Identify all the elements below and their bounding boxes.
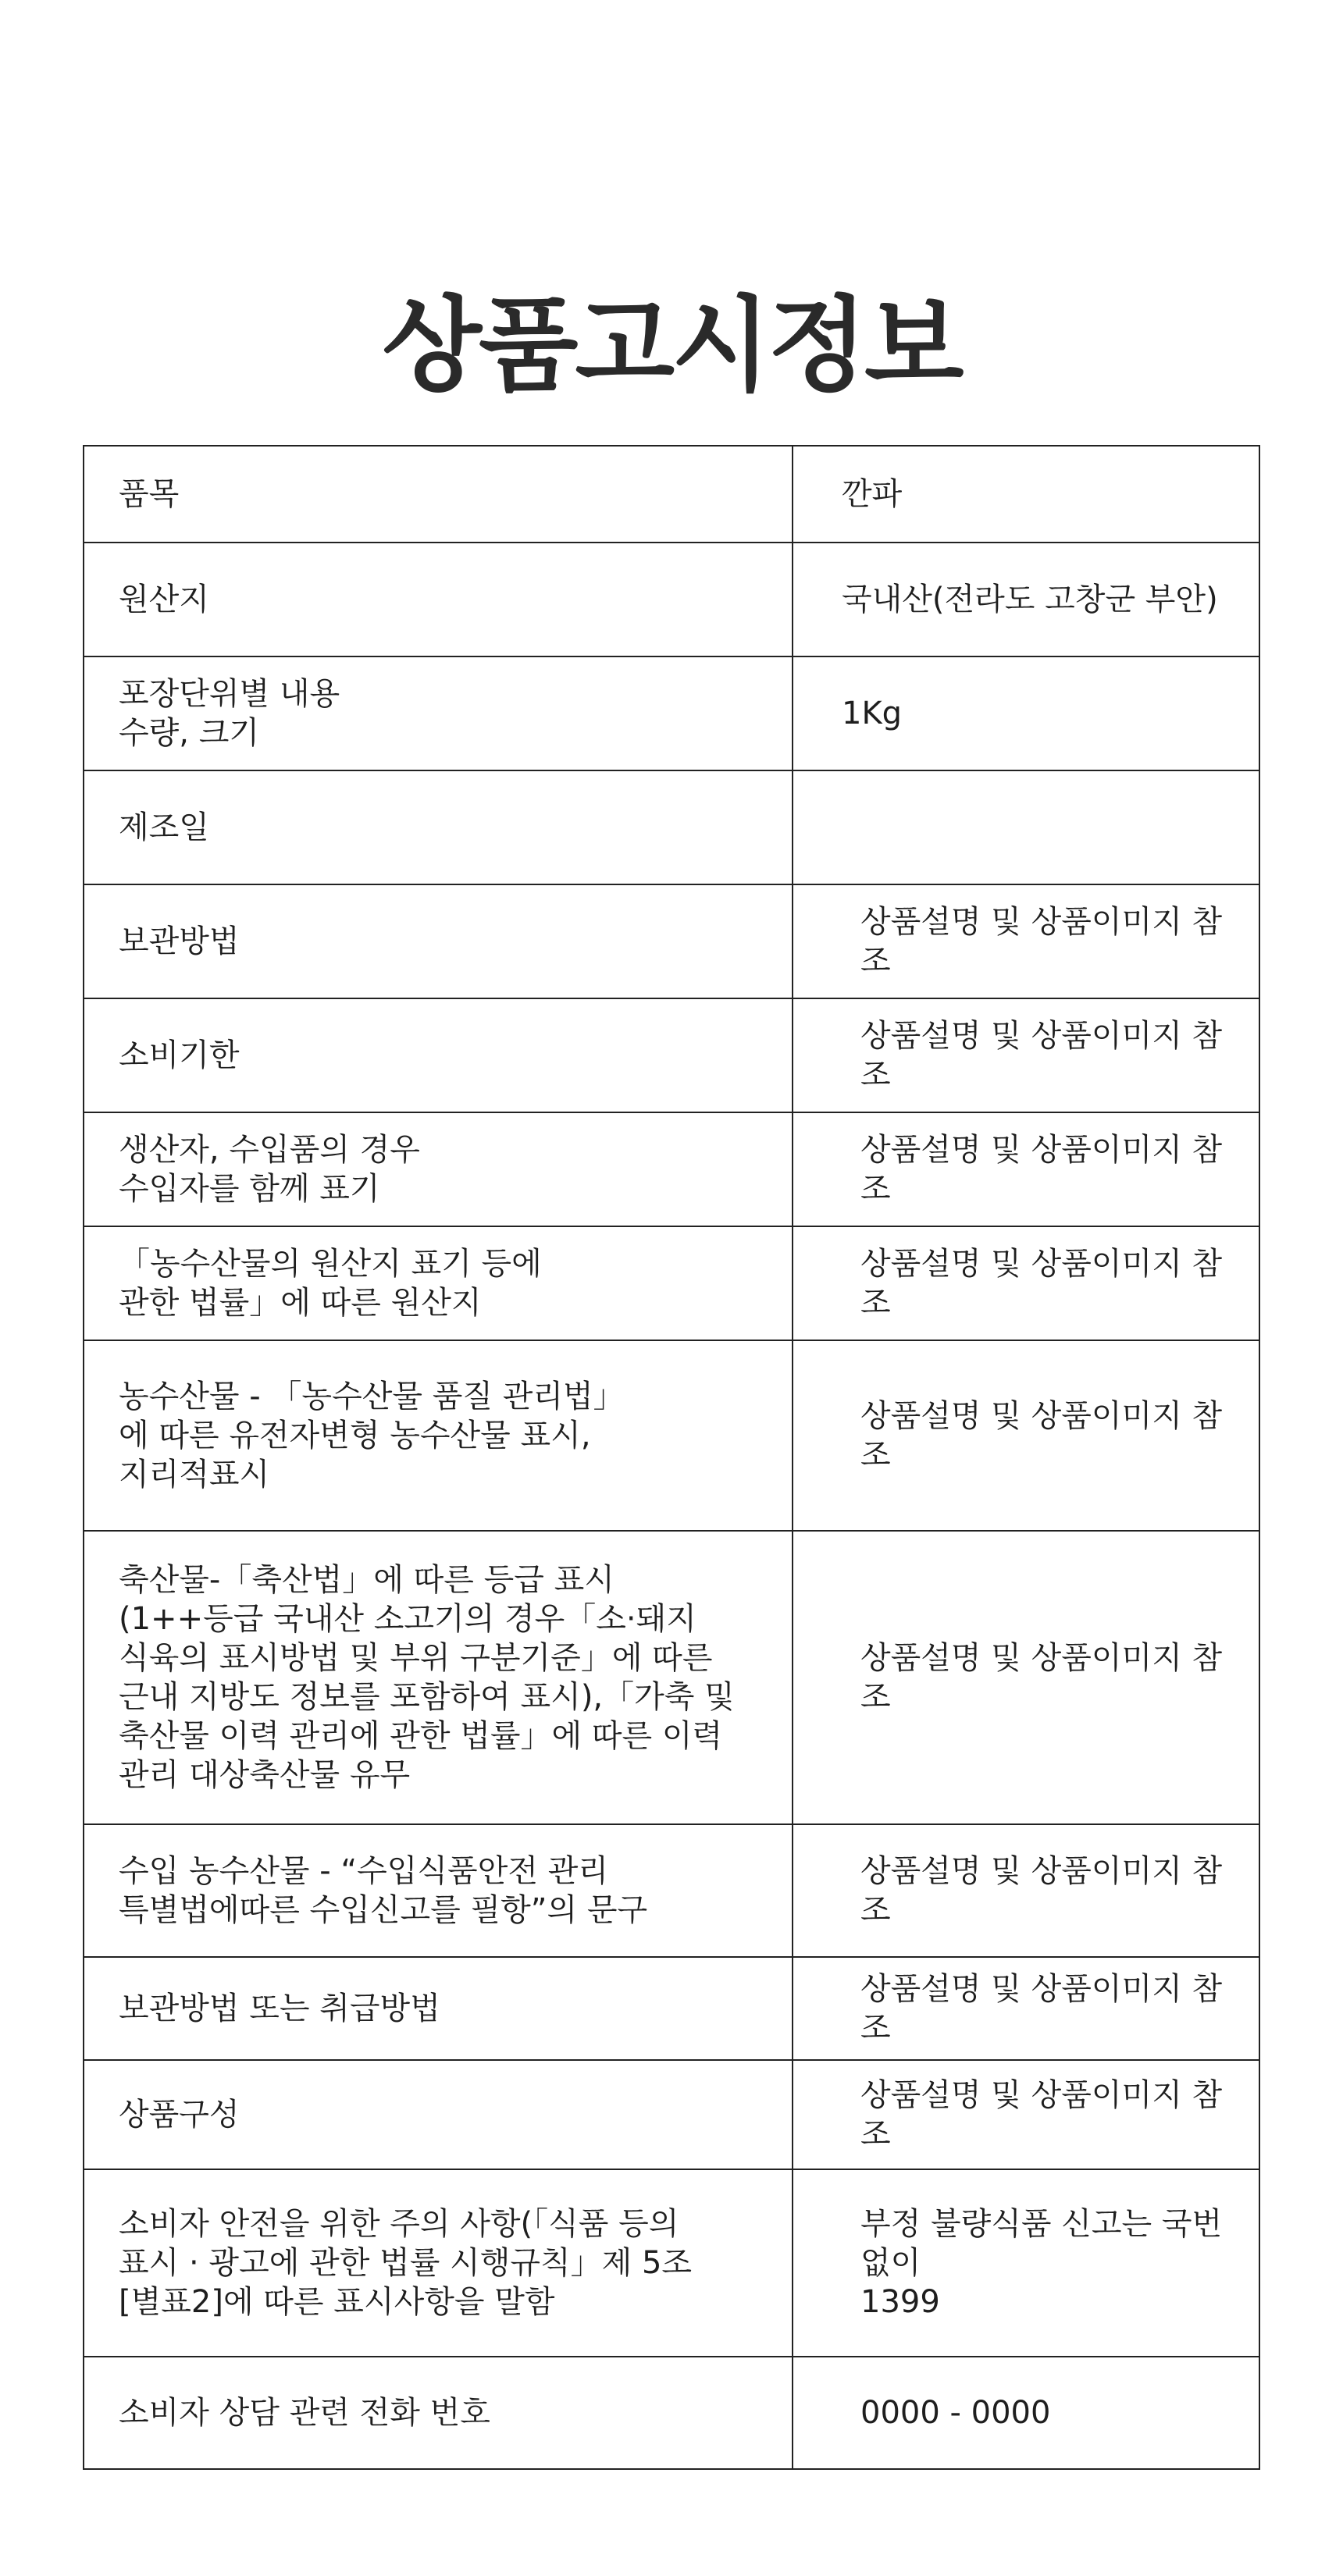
table-row [84,770,1259,884]
row-value: 상품설명 및 상품이미지 참조 [793,2060,1259,2169]
row-value: 상품설명 및 상품이미지 참조 [793,998,1259,1112]
page-title: 상품고시정보 [382,286,961,407]
table-row [84,656,1259,770]
row-value: 상품설명 및 상품이미지 참조 [793,1340,1259,1531]
table-row [84,1340,1259,1531]
row-value: 1Kg [793,656,1259,770]
table-row [84,884,1259,998]
table-row [84,1957,1259,2060]
row-label: 제조일 [84,770,793,884]
table-row [84,2060,1259,2169]
row-label: 포장단위별 내용 수량, 크기 [84,656,793,770]
table-row [84,1112,1259,1226]
table-row [84,1824,1259,1957]
row-label: 품목 [84,446,793,543]
row-label: 상품구성 [84,2060,793,2169]
table-row [84,1226,1259,1340]
row-value: 국내산(전라도 고창군 부안) [793,543,1259,656]
row-label: 수입 농수산물 - “수입식품안전 관리 특별법에따른 수입신고를 필항”의 문구 [84,1824,793,1957]
row-label: 소비자 상담 관련 전화 번호 [84,2357,793,2469]
row-label: 소비기한 [84,998,793,1112]
row-value: 상품설명 및 상품이미지 참조 [793,1112,1259,1226]
table-row [84,1531,1259,1824]
row-label: 소비자 안전을 위한 주의 사항(「식품 등의 표시 · 광고에 관한 법률 시행규칙」제 5조 [별표2]에 따른 표시사항을 말함 [84,2169,793,2357]
table-row [84,446,1259,543]
row-value [793,770,1259,884]
row-value: 상품설명 및 상품이미지 참조 [793,1957,1259,2060]
row-label: 보관방법 또는 취급방법 [84,1957,793,2060]
table-row [84,543,1259,656]
row-label: 축산물-「축산법」에 따른 등급 표시 (1++등급 국내산 소고기의 경우「소·돼지 식육의 표시방법 및 부위 구분기준」에 따른 근내 지방도 정보를 포함하여 표시),「가축 및 축산물 이력 관리에 관한 법률」에 따른 이력 관리 대상축산물 유무 [84,1531,793,1824]
row-label: 보관방법 [84,884,793,998]
row-value: 상품설명 및 상품이미지 참조 [793,1824,1259,1957]
table-row [84,998,1259,1112]
row-value: 부정 불량식품 신고는 국번없이 1399 [793,2169,1259,2357]
row-value: 상품설명 및 상품이미지 참조 [793,884,1259,998]
row-label: 「농수산물의 원산지 표기 등에 관한 법률」에 따른 원산지 [84,1226,793,1340]
row-value: 상품설명 및 상품이미지 참조 [793,1226,1259,1340]
row-value: 상품설명 및 상품이미지 참조 [793,1531,1259,1824]
row-value: 깐파 [793,446,1259,543]
row-label: 생산자, 수입품의 경우 수입자를 함께 표기 [84,1112,793,1226]
table-row [84,2357,1259,2469]
row-label: 원산지 [84,543,793,656]
row-label: 농수산물 - 「농수산물 품질 관리법」 에 따른 유전자변형 농수산물 표시, 지리적표시 [84,1340,793,1531]
product-info-table [83,445,1260,2470]
row-value: 0000 - 0000 [793,2357,1259,2469]
table-row [84,2169,1259,2357]
